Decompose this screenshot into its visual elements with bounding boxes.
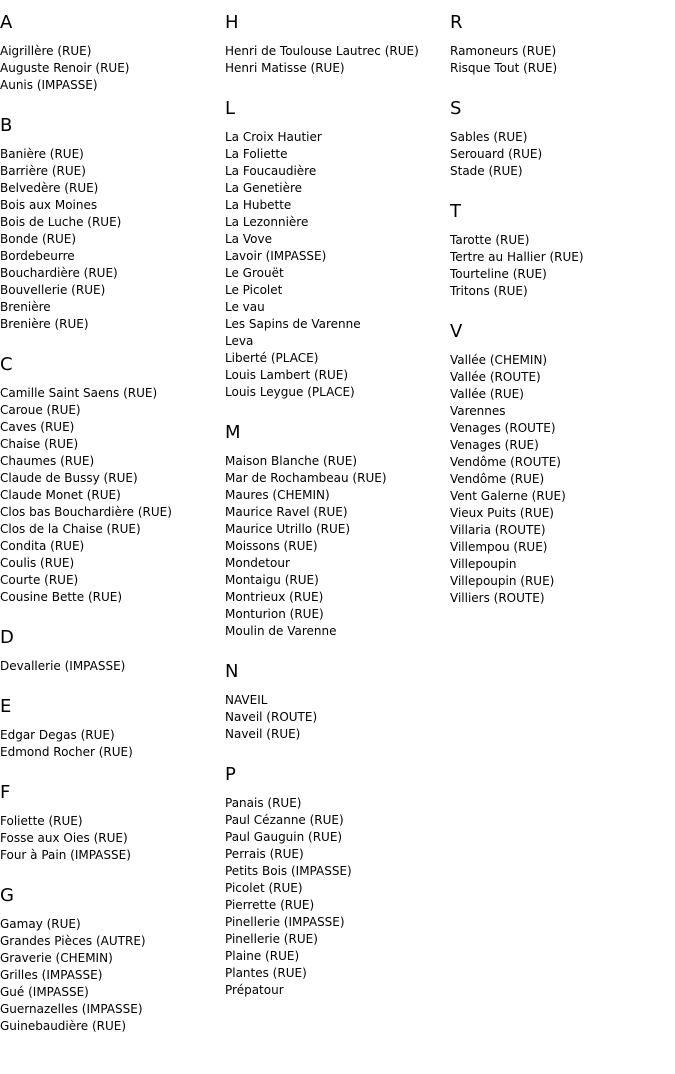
letter-section-v [450, 322, 675, 607]
street-index-column-1 [0, 0, 225, 1057]
street-link[interactable]: Liberté (PLACE) [225, 351, 319, 365]
street-link[interactable]: Paul Cézanne (RUE) [225, 813, 344, 827]
street-link[interactable]: Chaumes (RUE) [0, 454, 95, 468]
street-link[interactable]: Panais (RUE) [225, 796, 302, 810]
street-list [450, 129, 675, 180]
street-link[interactable]: La Foliette [225, 147, 288, 161]
street-link[interactable]: Guernazelles (IMPASSE) [0, 1002, 143, 1016]
street-link[interactable]: Risque Tout (RUE) [450, 61, 558, 75]
street-list [0, 813, 225, 864]
street-link[interactable]: Tritons (RUE) [450, 284, 528, 298]
street-link[interactable]: Vendôme (RUE) [450, 472, 545, 486]
street-link[interactable]: Mar de Rochambeau (RUE) [225, 471, 387, 485]
street-link[interactable]: Fosse aux Oies (RUE) [0, 831, 128, 845]
street-link[interactable]: Venages (ROUTE) [450, 421, 556, 435]
street-link[interactable]: Grilles (IMPASSE) [0, 968, 103, 982]
street-link[interactable]: Bouvellerie (RUE) [0, 283, 106, 297]
letter-heading: B [0, 115, 13, 136]
letter-section-r [450, 13, 675, 77]
street-link[interactable]: Naveil (RUE) [225, 727, 301, 741]
street-link[interactable]: Cousine Bette (RUE) [0, 590, 123, 604]
street-link[interactable]: Grandes Pièces (AUTRE) [0, 934, 146, 948]
street-link[interactable]: La Hubette [225, 198, 292, 212]
letter-heading: M [225, 422, 241, 443]
street-link[interactable]: NAVEIL [225, 693, 268, 707]
letter-section-c [0, 355, 225, 606]
street-link[interactable]: Brenière (RUE) [0, 317, 89, 331]
letter-heading: N [225, 661, 239, 682]
street-link[interactable]: Plaine (RUE) [225, 949, 300, 963]
street-list [0, 43, 225, 94]
street-link[interactable]: Bois aux Moines [0, 198, 98, 212]
street-list [450, 43, 675, 77]
street-link[interactable]: Ramoneurs (RUE) [450, 44, 557, 58]
street-link[interactable]: Paul Gauguin (RUE) [225, 830, 343, 844]
street-link[interactable]: Caroue (RUE) [0, 403, 81, 417]
street-link[interactable]: Maurice Utrillo (RUE) [225, 522, 351, 536]
letter-section-l [225, 99, 450, 401]
street-link[interactable]: La Lezonnière [225, 215, 309, 229]
letter-heading: T [450, 201, 461, 222]
street-list [0, 146, 225, 333]
street-link[interactable]: Pinellerie (IMPASSE) [225, 915, 345, 929]
street-link[interactable]: Monturion (RUE) [225, 607, 324, 621]
street-list [0, 385, 225, 606]
street-link[interactable]: Barrière (RUE) [0, 164, 86, 178]
street-link[interactable]: Aigrillère (RUE) [0, 44, 92, 58]
street-list [450, 232, 675, 300]
street-link[interactable]: Mondetour [225, 556, 290, 570]
street-link[interactable]: Naveil (ROUTE) [225, 710, 318, 724]
street-link[interactable]: Graverie (CHEMIN) [0, 951, 113, 965]
street-link[interactable]: Montrieux (RUE) [225, 590, 324, 604]
letter-section-d [0, 628, 225, 675]
letter-heading: R [450, 12, 463, 33]
street-link[interactable]: Plantes (RUE) [225, 966, 307, 980]
letter-section-m [225, 423, 450, 640]
street-link[interactable]: Belvedère (RUE) [0, 181, 99, 195]
street-link[interactable]: Edgar Degas (RUE) [0, 728, 115, 742]
street-list [225, 795, 450, 999]
street-link[interactable]: Maison Blanche (RUE) [225, 454, 358, 468]
street-link[interactable]: Le vau [225, 300, 265, 314]
letter-heading: P [225, 764, 236, 785]
street-link[interactable]: Guinebaudière (RUE) [0, 1019, 127, 1033]
street-list [0, 658, 225, 675]
street-link[interactable]: Caves (RUE) [0, 420, 75, 434]
street-link[interactable]: Chaise (RUE) [0, 437, 79, 451]
street-link[interactable]: Clos de la Chaise (RUE) [0, 522, 141, 536]
street-link[interactable]: Tertre au Hallier (RUE) [450, 250, 584, 264]
street-list [225, 453, 450, 640]
street-link[interactable]: Vallée (ROUTE) [450, 370, 541, 384]
letter-heading: H [225, 12, 239, 33]
street-index-column-2 [225, 0, 450, 1021]
street-link[interactable]: La Croix Hautier [225, 130, 322, 144]
street-list [0, 916, 225, 1035]
street-link[interactable]: Villaria (ROUTE) [450, 523, 546, 537]
street-link[interactable]: Four à Pain (IMPASSE) [0, 848, 131, 862]
letter-heading: D [0, 627, 14, 648]
street-link[interactable]: Clos bas Bouchardière (RUE) [0, 505, 172, 519]
letter-section-n [225, 662, 450, 743]
street-link[interactable]: Brenière [0, 300, 51, 314]
street-link[interactable]: Sables (RUE) [450, 130, 528, 144]
street-link[interactable]: Henri de Toulouse Lautrec (RUE) [225, 44, 419, 58]
street-link[interactable]: La Foucaudière [225, 164, 317, 178]
street-link[interactable]: Bois de Luche (RUE) [0, 215, 122, 229]
letter-section-h [225, 13, 450, 77]
street-link[interactable]: Picolet (RUE) [225, 881, 303, 895]
letter-heading: G [0, 885, 14, 906]
street-link[interactable]: Villiers (ROUTE) [450, 591, 545, 605]
street-link[interactable]: Vallée (RUE) [450, 387, 524, 401]
letter-section-b [0, 116, 225, 333]
street-link[interactable]: Gué (IMPASSE) [0, 985, 89, 999]
street-link[interactable]: Prépatour [225, 983, 284, 997]
street-link[interactable]: Henri Matisse (RUE) [225, 61, 345, 75]
street-list [225, 129, 450, 401]
street-link[interactable]: Edmond Rocher (RUE) [0, 745, 133, 759]
street-link[interactable]: Petits Bois (IMPASSE) [225, 864, 352, 878]
street-link[interactable]: Venages (RUE) [450, 438, 539, 452]
street-link[interactable]: Lavoir (IMPASSE) [225, 249, 327, 263]
street-link[interactable]: Pinellerie (RUE) [225, 932, 318, 946]
street-link[interactable]: Villempou (RUE) [450, 540, 548, 554]
street-link[interactable]: Coulis (RUE) [0, 556, 75, 570]
street-link[interactable]: Stade (RUE) [450, 164, 523, 178]
street-link[interactable]: Vieux Puits (RUE) [450, 506, 554, 520]
letter-section-a [0, 13, 225, 94]
street-link[interactable]: Gamay (RUE) [0, 917, 81, 931]
street-link[interactable]: Varennes [450, 404, 506, 418]
street-link[interactable]: Foliette (RUE) [0, 814, 83, 828]
letter-heading: S [450, 98, 462, 119]
street-link[interactable]: Pierrette (RUE) [225, 898, 315, 912]
street-link[interactable]: Perrais (RUE) [225, 847, 304, 861]
street-link[interactable]: Montaigu (RUE) [225, 573, 319, 587]
street-link[interactable]: Bonde (RUE) [0, 232, 77, 246]
street-link[interactable]: Claude de Bussy (RUE) [0, 471, 138, 485]
street-link[interactable]: Maures (CHEMIN) [225, 488, 330, 502]
street-list [0, 727, 225, 761]
street-link[interactable]: Leva [225, 334, 254, 348]
street-link[interactable]: Villepoupin (RUE) [450, 574, 555, 588]
street-link[interactable]: Tourteline (RUE) [450, 267, 547, 281]
street-link[interactable]: Moulin de Varenne [225, 624, 337, 638]
street-link[interactable]: Vallée (CHEMIN) [450, 353, 548, 367]
street-link[interactable]: Banière (RUE) [0, 147, 84, 161]
street-link[interactable]: Claude Monet (RUE) [0, 488, 121, 502]
letter-section-f [0, 783, 225, 864]
street-link[interactable]: Vendôme (ROUTE) [450, 455, 561, 469]
letter-heading: L [225, 98, 236, 119]
street-link[interactable]: Moissons (RUE) [225, 539, 318, 553]
letter-section-s [450, 99, 675, 180]
letter-section-p [225, 765, 450, 999]
street-index-column-3 [450, 0, 675, 629]
letter-section-g [0, 886, 225, 1035]
street-list [225, 692, 450, 743]
street-link[interactable]: Courte (RUE) [0, 573, 79, 587]
street-link[interactable]: La Vove [225, 232, 272, 246]
street-link[interactable]: La Genetière [225, 181, 302, 195]
street-list [225, 43, 450, 77]
letter-heading: V [450, 321, 463, 342]
letter-section-t [450, 202, 675, 300]
street-link[interactable]: Louis Lambert (RUE) [225, 368, 349, 382]
street-link[interactable]: Le Grouët [225, 266, 284, 280]
street-link[interactable]: Condita (RUE) [0, 539, 85, 553]
letter-heading: E [0, 696, 12, 717]
street-link[interactable]: Louis Leygue (PLACE) [225, 385, 355, 399]
street-link[interactable]: Devallerie (IMPASSE) [0, 659, 126, 673]
street-link[interactable]: Aunis (IMPASSE) [0, 78, 98, 92]
street-link[interactable]: Le Picolet [225, 283, 283, 297]
letter-heading: F [0, 782, 11, 803]
street-link[interactable]: Tarotte (RUE) [450, 233, 530, 247]
street-list [450, 352, 675, 607]
letter-heading: C [0, 354, 13, 375]
letter-section-e [0, 697, 225, 761]
street-link[interactable]: Villepoupin [450, 557, 517, 571]
street-link[interactable]: Camille Saint Saens (RUE) [0, 386, 158, 400]
letter-heading: A [0, 12, 13, 33]
street-link[interactable]: Bordebeurre [0, 249, 75, 263]
street-link[interactable]: Bouchardière (RUE) [0, 266, 118, 280]
street-link[interactable]: Les Sapins de Varenne [225, 317, 361, 331]
street-link[interactable]: Auguste Renoir (RUE) [0, 61, 130, 75]
street-link[interactable]: Serouard (RUE) [450, 147, 543, 161]
street-link[interactable]: Maurice Ravel (RUE) [225, 505, 348, 519]
street-link[interactable]: Vent Galerne (RUE) [450, 489, 566, 503]
